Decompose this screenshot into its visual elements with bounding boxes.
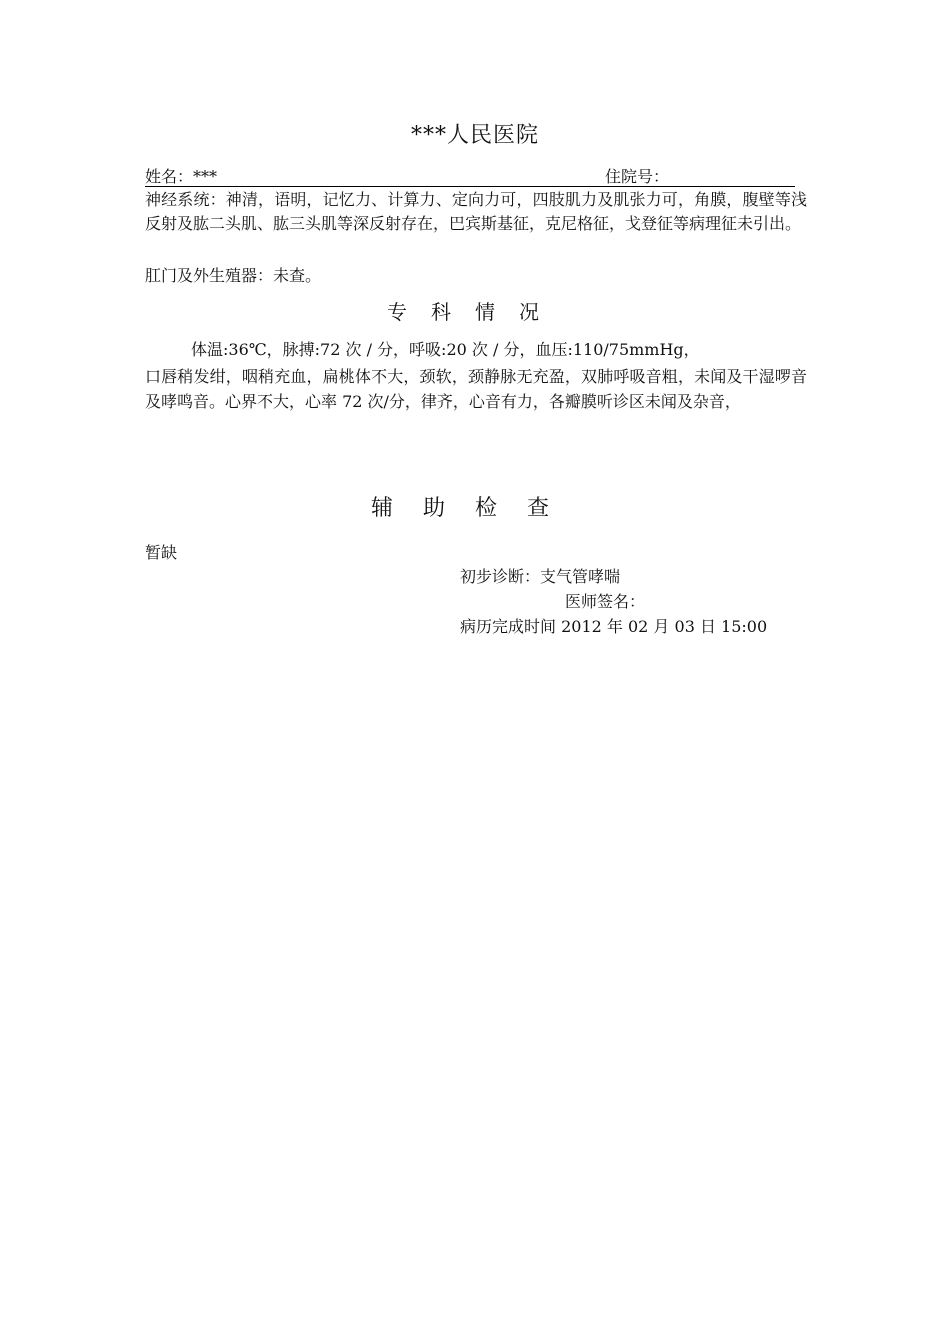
hospital-title: ***人民医院 [410,123,539,148]
preliminary-diagnosis: 初步诊断：支气管哮喘 [460,567,621,586]
patient-name: 姓名：*** [145,167,218,186]
vitals-text: 体温:36℃，脉搏:72 次 / 分，呼吸:20 次 / 分，血压:110/75mmHg， [191,340,700,359]
genital-exam-paragraph: 肛门及外生殖器：未查。 [145,266,322,285]
specialty-section-title: 专科情况 [387,300,563,324]
admission-number: 住院号： [605,167,670,186]
neuro-exam-paragraph: 神经系统：神清，语明，记忆力、计算力、定向力可，四肢肌力及肌张力可，角膜，腹壁等浅反射及肱二头肌、肱三头肌等深反射存在，巴宾斯基征，克尼格征，戈登征等病理征未引出。 [145,190,807,233]
completion-time: 病历完成时间 2012 年 02 月 03 日 15:00 [460,617,768,636]
aux-exam-content: 暂缺 [145,543,178,562]
physical-exam-paragraph: 口唇稍发绀，咽稍充血，扁桃体不大，颈软，颈静脉无充盈，双肺呼吸音粗，未闻及干湿啰音及哮鸣音。心界不大，心率 72 次/分，律齐，心音有力，各瓣膜听诊区未闻及杂音， [145,367,807,411]
vitals-line [145,338,807,362]
aux-exam-section-title: 辅助检查 [370,496,579,521]
doctor-signature: 医师签名： [565,592,646,611]
patient-header-row [145,164,795,187]
